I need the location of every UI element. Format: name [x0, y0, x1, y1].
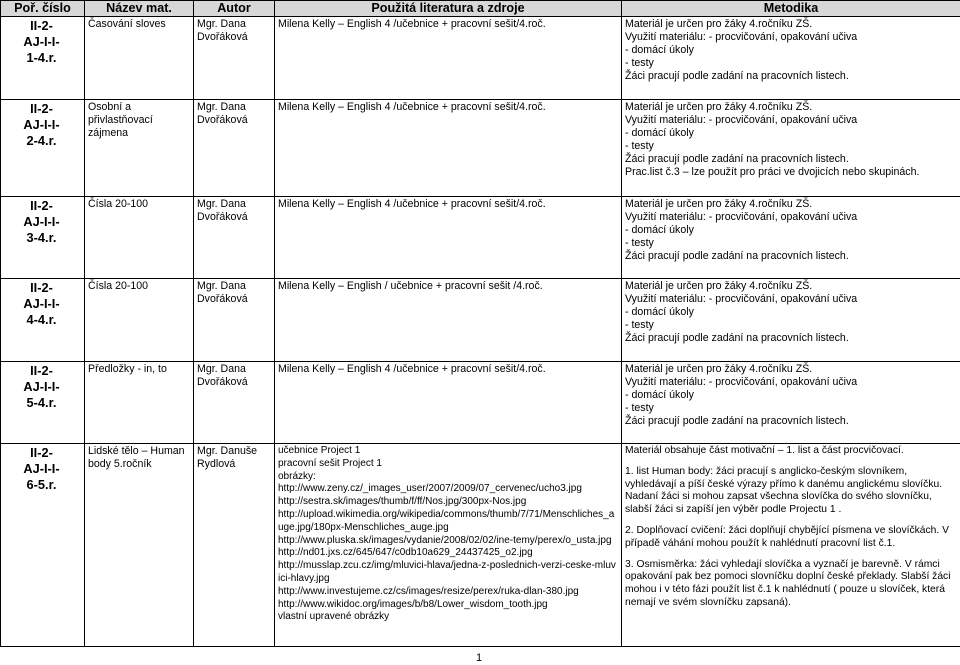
row-number-line: II-2- — [30, 445, 53, 460]
row-number-line: II-2- — [30, 363, 53, 378]
method-line: Využití materiálu: - procvičování, opakování učiva — [625, 31, 858, 43]
author: Mgr. Danuše Rydlová — [194, 444, 275, 647]
method-line: - testy — [625, 319, 654, 331]
method-line: - domácí úkoly — [625, 389, 694, 401]
method-line: Prac.list č.3 – lze použít pro práci ve dvojicích nebo skupinách. — [625, 166, 920, 178]
table-row — [1, 279, 960, 362]
literature — [275, 17, 622, 100]
literature-link: http://nd01.jxs.cz/645/647/c0db10a629_24437425_o2.jpg — [278, 547, 533, 559]
row-number — [1, 444, 85, 647]
literature-line: pracovní sešit Project 1 — [278, 457, 382, 469]
method-line: Žáci pracují podle zadání na pracovních listech. — [625, 70, 849, 82]
material-name: Čísla 20-100 — [85, 279, 194, 362]
material-name: Časování sloves — [85, 17, 194, 100]
author: Mgr. Dana Dvořáková — [194, 197, 275, 279]
table-row — [1, 17, 960, 100]
row-number-line: 4-4.r. — [26, 312, 57, 327]
table-row — [1, 444, 960, 647]
literature-line: obrázky: — [278, 470, 316, 482]
literature — [275, 362, 622, 444]
literature-link: http://www.pluska.sk/images/vydanie/2008/02/02/ine-temy/perex/o_usta.jpg — [278, 534, 612, 546]
page-number: 1 — [476, 652, 483, 664]
row-number-line: 5-4.r. — [26, 395, 57, 410]
header-number: Poř. číslo — [1, 1, 85, 17]
literature-link: http://www.wikidoc.org/images/b/b8/Lower_wisdom_tooth.jpg — [278, 598, 548, 610]
method — [622, 444, 960, 647]
method-line: Materiál je určen pro žáky 4.ročníku ZŠ. — [625, 280, 813, 292]
header-method: Metodika — [622, 1, 960, 17]
row-number-line: II-2- — [30, 101, 53, 116]
literature-line: Milena Kelly – English / učebnice + pracovní sešit /4.roč. — [278, 280, 543, 292]
literature — [275, 197, 622, 279]
method-paragraph: 2. Doplňovací cvičení: žáci doplňují chybějící písmena ve slovíčkách. V případě váhání mohou použít k nahlédnutí pracovní list č.1. — [625, 524, 949, 549]
literature-line: Milena Kelly – English 4 /učebnice + pracovní sešit/4.roč. — [278, 363, 546, 375]
method-line: - testy — [625, 57, 654, 69]
header-row — [1, 1, 960, 17]
header-name: Název mat. — [85, 1, 194, 17]
row-number-line: 3-4.r. — [26, 230, 57, 245]
method — [622, 279, 960, 362]
row-number-line: 1-4.r. — [26, 50, 57, 65]
method-line: Materiál je určen pro žáky 4.ročníku ZŠ. — [625, 363, 813, 375]
row-number-line: 6-5.r. — [26, 477, 57, 492]
row-number-line: AJ-I-I- — [23, 296, 60, 311]
literature — [275, 444, 622, 647]
method-line: Materiál je určen pro žáky 4.ročníku ZŠ. — [625, 101, 813, 113]
row-number-line: II-2- — [30, 280, 53, 295]
author: Mgr. Dana Dvořáková — [194, 279, 275, 362]
method-line: - domácí úkoly — [625, 127, 694, 139]
method-paragraph: 1. list Human body: žáci pracují s anglicko-českým slovníkem, vyhledávají a píší české výrazy přímo k danému anglickému slovíčku. Nadaní žáci si mohou zapsat všechna slovíčka do svého slovníčku, slabší žáci si zapíší jen výběr podle Projectu 1 . — [625, 465, 943, 516]
literature-link: http://upload.wikimedia.org/wikipedia/commons/thumb/7/71/Menschliches_auge.jpg/180px-Menschliches_auge.jpg — [278, 508, 615, 533]
method — [622, 362, 960, 444]
method-line: Žáci pracují podle zadání na pracovních listech. — [625, 415, 849, 427]
method — [622, 100, 960, 197]
method — [622, 197, 960, 279]
method-line: Žáci pracují podle zadání na pracovních listech. — [625, 250, 849, 262]
row-number-line: AJ-I-I- — [23, 379, 60, 394]
row-number-line: II-2- — [30, 18, 53, 33]
literature-line: vlastní upravené obrázky — [278, 611, 390, 623]
row-number-line: 2-4.r. — [26, 133, 57, 148]
table-row — [1, 197, 960, 279]
author: Mgr. Dana Dvořáková — [194, 17, 275, 100]
row-number-line: II-2- — [30, 198, 53, 213]
method-line: - testy — [625, 237, 654, 249]
method-line: Materiál je určen pro žáky 4.ročníku ZŠ. — [625, 198, 813, 210]
method-paragraph: 3. Osmisměrka: žáci vyhledají slovíčka a vyznačí je barevně. V rámci opakování pak bez pomoci slovníčku doplní české překlady. Slabší žáci mohou i v této fázi použít list č.1 k nahlédnutí ( pouze u slovíček, která nemají ve svém slovníčku zapsaná). — [625, 558, 951, 608]
material-name: Osobní a přivlastňovací zájmena — [85, 100, 194, 197]
header-literature: Použitá literatura a zdroje — [275, 1, 622, 17]
row-number — [1, 279, 85, 362]
method — [622, 17, 960, 100]
method-line: Žáci pracují podle zadání na pracovních listech. — [625, 332, 849, 344]
author: Mgr. Dana Dvořáková — [194, 100, 275, 197]
literature-link: http://www.investujeme.cz/cs/images/resize/perex/ruka-dlan-380.jpg — [278, 585, 579, 597]
method-line: - domácí úkoly — [625, 44, 694, 56]
method-line: Žáci pracují podle zadání na pracovních listech. — [625, 153, 849, 165]
row-number-line: AJ-I-I- — [23, 461, 60, 476]
material-name: Lidské tělo – Human body 5.ročník — [85, 444, 194, 647]
literature-line: učebnice Project 1 — [278, 445, 361, 456]
header-author: Autor — [194, 1, 275, 17]
material-name: Čísla 20-100 — [85, 197, 194, 279]
row-number-line: AJ-I-I- — [23, 34, 60, 49]
row-number — [1, 362, 85, 444]
method-line: - testy — [625, 140, 654, 152]
literature-line: Milena Kelly – English 4 /učebnice + pracovní sešit/4.roč. — [278, 101, 546, 113]
literature-link: http://sestra.sk/images/thumb/f/ff/Nos.jpg/300px-Nos.jpg — [278, 496, 527, 508]
table-row — [1, 362, 960, 444]
material-name: Předložky - in, to — [85, 362, 194, 444]
method-line: Využití materiálu: - procvičování, opakování učiva — [625, 211, 858, 223]
method-line: - domácí úkoly — [625, 306, 694, 318]
table-row — [1, 100, 960, 197]
literature-link: http://www.zeny.cz/_images_user/2007/2009/07_cervenec/ucho3.jpg — [278, 483, 582, 495]
method-line: Využití materiálu: - procvičování, opakování učiva — [625, 293, 858, 305]
literature — [275, 100, 622, 197]
row-number — [1, 100, 85, 197]
method-line: - domácí úkoly — [625, 224, 694, 236]
row-number-line: AJ-I-I- — [23, 117, 60, 132]
method-line: Využití materiálu: - procvičování, opakování učiva — [625, 114, 858, 126]
method-paragraph: Materiál obsahuje část motivační – 1. list a část procvičovací. — [625, 445, 904, 456]
row-number-line: AJ-I-I- — [23, 214, 60, 229]
literature-line: Milena Kelly – English 4 /učebnice + pracovní sešit/4.roč. — [278, 198, 546, 210]
literature-line: Milena Kelly – English 4 /učebnice + pracovní sešit/4.roč. — [278, 18, 546, 30]
literature-link: http://musslap.zcu.cz/img/mluvici-hlava/jedna-z-poslednich-verzi-ceske-mluvici-hlavy.jpg — [278, 560, 616, 584]
row-number — [1, 197, 85, 279]
author: Mgr. Dana Dvořáková — [194, 362, 275, 444]
row-number — [1, 17, 85, 100]
method-line: - testy — [625, 402, 654, 414]
method-line: Využití materiálu: - procvičování, opakování učiva — [625, 376, 858, 388]
literature — [275, 279, 622, 362]
method-line: Materiál je určen pro žáky 4.ročníku ZŠ. — [625, 18, 813, 30]
